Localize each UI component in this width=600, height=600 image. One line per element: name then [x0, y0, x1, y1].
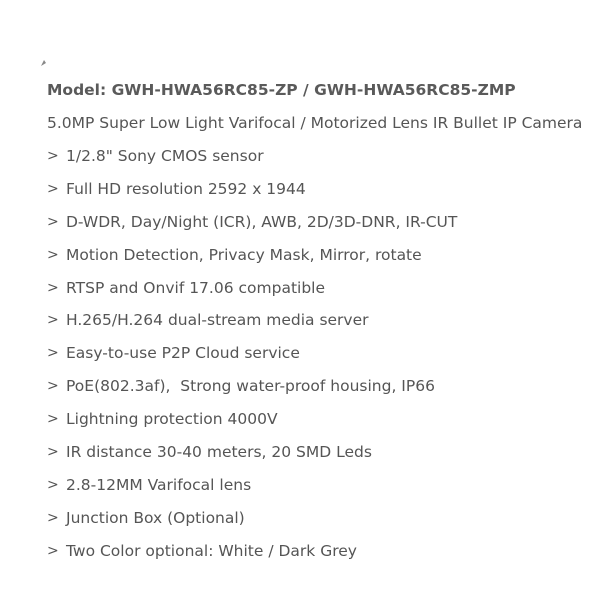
feature-list [47, 145, 592, 562]
bullet-marker: > [47, 509, 59, 526]
feature-text: D-WDR, Day/Night (ICR), AWB, 2D/3D-DNR, IR-CUT [66, 212, 458, 231]
list-item [47, 408, 592, 430]
product-description: 5.0MP Super Low Light Varifocal / Motorized Lens IR Bullet IP Camera [47, 114, 583, 132]
feature-text: Two Color optional: White / Dark Grey [66, 541, 357, 560]
feature-text: Easy-to-use P2P Cloud service [66, 344, 300, 363]
feature-text: 2.8-12MM Varifocal lens [66, 475, 252, 494]
feature-text: Junction Box (Optional) [66, 508, 245, 527]
bullet-marker: > [47, 345, 59, 362]
list-item [47, 375, 592, 397]
list-item [47, 145, 592, 167]
list-item [47, 441, 592, 463]
bullet-marker: > [47, 476, 59, 493]
bullet-marker: > [47, 213, 59, 230]
feature-text: Motion Detection, Privacy Mask, Mirror, rotate [66, 245, 422, 264]
bullet-marker: > [47, 246, 59, 263]
bullet-marker: > [47, 279, 59, 296]
list-item [47, 342, 592, 364]
small-mark-icon [40, 58, 48, 67]
feature-text: H.265/H.264 dual-stream media server [66, 311, 369, 330]
list-item [47, 540, 592, 562]
list-item [47, 474, 592, 496]
list-item [47, 309, 592, 331]
feature-text: Full HD resolution 2592 x 1944 [66, 179, 306, 198]
list-item [47, 277, 592, 299]
list-item [47, 244, 592, 266]
bullet-marker: > [47, 378, 59, 395]
spec-sheet [47, 79, 592, 573]
bullet-marker: > [47, 444, 59, 461]
feature-text: PoE(802.3af), Strong water-proof housing, IP66 [66, 377, 435, 396]
model-title: Model: GWH-HWA56RC85-ZP / GWH-HWA56RC85-ZMP [47, 81, 516, 99]
bullet-marker: > [47, 411, 59, 428]
bullet-marker: > [47, 148, 59, 164]
feature-text: RTSP and Onvif 17.06 compatible [66, 278, 326, 297]
bullet-marker: > [47, 312, 59, 329]
feature-text: 1/2.8" Sony CMOS sensor [66, 147, 264, 165]
list-item [47, 507, 592, 529]
feature-text: Lightning protection 4000V [66, 410, 278, 429]
bullet-marker: > [47, 180, 59, 197]
bullet-marker: > [47, 542, 59, 559]
feature-text: IR distance 30-40 meters, 20 SMD Leds [66, 443, 372, 462]
list-item [47, 211, 592, 233]
list-item [47, 178, 592, 200]
